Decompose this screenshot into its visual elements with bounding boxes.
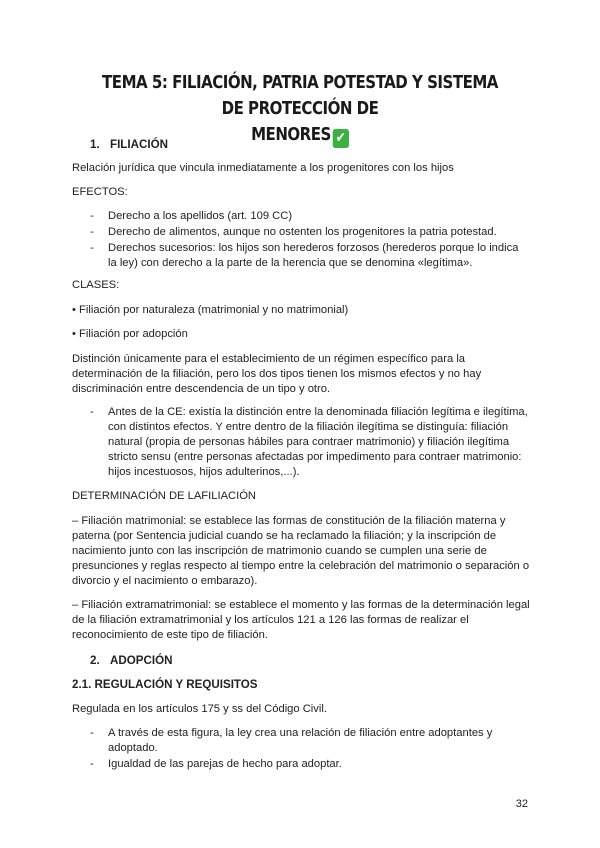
- antes-ce-list: [90, 405, 530, 481]
- section-2-title: ADOPCIÓN: [110, 654, 173, 667]
- check-mark-icon: ✔: [333, 129, 349, 148]
- section-1-number: 1.: [90, 138, 100, 151]
- efectos-label: EFECTOS:: [72, 186, 128, 198]
- list-item: - Derecho de alimentos, aunque no ostenten los progenitores la patria potestad.: [90, 225, 530, 240]
- clase-naturaleza: • Filiación por naturaleza (matrimonial y no matrimonial): [72, 304, 349, 316]
- efectos-list: [90, 209, 530, 272]
- filiacion-matrimonial-paragraph: – Filiación matrimonial: se establece las formas de constitución de la filiación materna y paterna (por Sentencia judicial cuando se ha reclamado la filiación; y la inscripción de nacimiento junto con las inscripción de matrimonio cuando se cumplen una serie de presunciones y reglas respecto al tiempo entre la celebración del matrimonio o separación o divorcio y el nacimiento o embarazo).: [72, 515, 530, 587]
- distincion-paragraph: Distinción únicamente para el establecimiento de un régimen específico para la determinación de la filiación, pero los dos tipos tienen los mismos efectos y no hay discriminación entre descendencia de un tipo y otro.: [72, 353, 482, 395]
- section-1-heading: [90, 137, 550, 152]
- list-item: - Derechos sucesorios: los hijos son herederos forzosos (herederos porque lo indica la ley) con derecho a la parte de la herencia que se denomina «legítima».: [90, 241, 530, 271]
- determinacion-label: DETERMINACIÓN DE LAFILIACIÓN: [72, 490, 256, 502]
- definition-text: Relación jurídica que vincula inmediatamente a los progenitores con los hijos: [72, 162, 454, 174]
- list-item: - Igualdad de las parejas de hecho para adoptar.: [90, 757, 530, 772]
- clases-label: CLASES:: [72, 279, 120, 291]
- section-2-heading: [90, 653, 550, 668]
- title-line-2-text: MENORES: [251, 125, 331, 145]
- section-1-title: FILIACIÓN: [110, 138, 168, 151]
- section-2-number: 2.: [90, 654, 100, 667]
- page-number: 32: [515, 798, 528, 810]
- regulada-text: Regulada en los artículos 175 y ss del Código Civil.: [72, 703, 327, 715]
- title-line-1: TEMA 5: FILIACIÓN, PATRIA POTESTAD Y SISTEMA DE PROTECCIÓN DE: [102, 73, 498, 119]
- list-item: - Derecho a los apellidos (art. 109 CC): [90, 209, 530, 224]
- list-item: - Antes de la CE: existía la distinción entre la denominada filiación legítima e ilegítima, con distintos efectos. Y entre dentro de la filiación ilegítima se distinguía: filiación natural (propia de personas hábiles para contraer matrimonio) y filiación ilegítima stricto sensu (entre personas afectadas por impedimento para contraer matrimonio: hijos incestuosos, hijos adulterinos,...).: [90, 405, 530, 480]
- subsection-2-1-heading: 2.1. REGULACIÓN Y REQUISITOS: [72, 678, 258, 691]
- adopcion-list: [90, 726, 530, 773]
- list-item: - A través de esta figura, la ley crea una relación de filiación entre adoptantes y adoptado.: [90, 726, 530, 756]
- clase-adopcion: • Filiación por adopción: [72, 328, 188, 340]
- filiacion-extramatrimonial-paragraph: – Filiación extramatrimonial: se establece el momento y las formas de la determinación legal de la filiación extramatrimonial y los artículos 121 a 126 las formas de realizar el reconocimiento de este tipo de filiación.: [72, 599, 530, 641]
